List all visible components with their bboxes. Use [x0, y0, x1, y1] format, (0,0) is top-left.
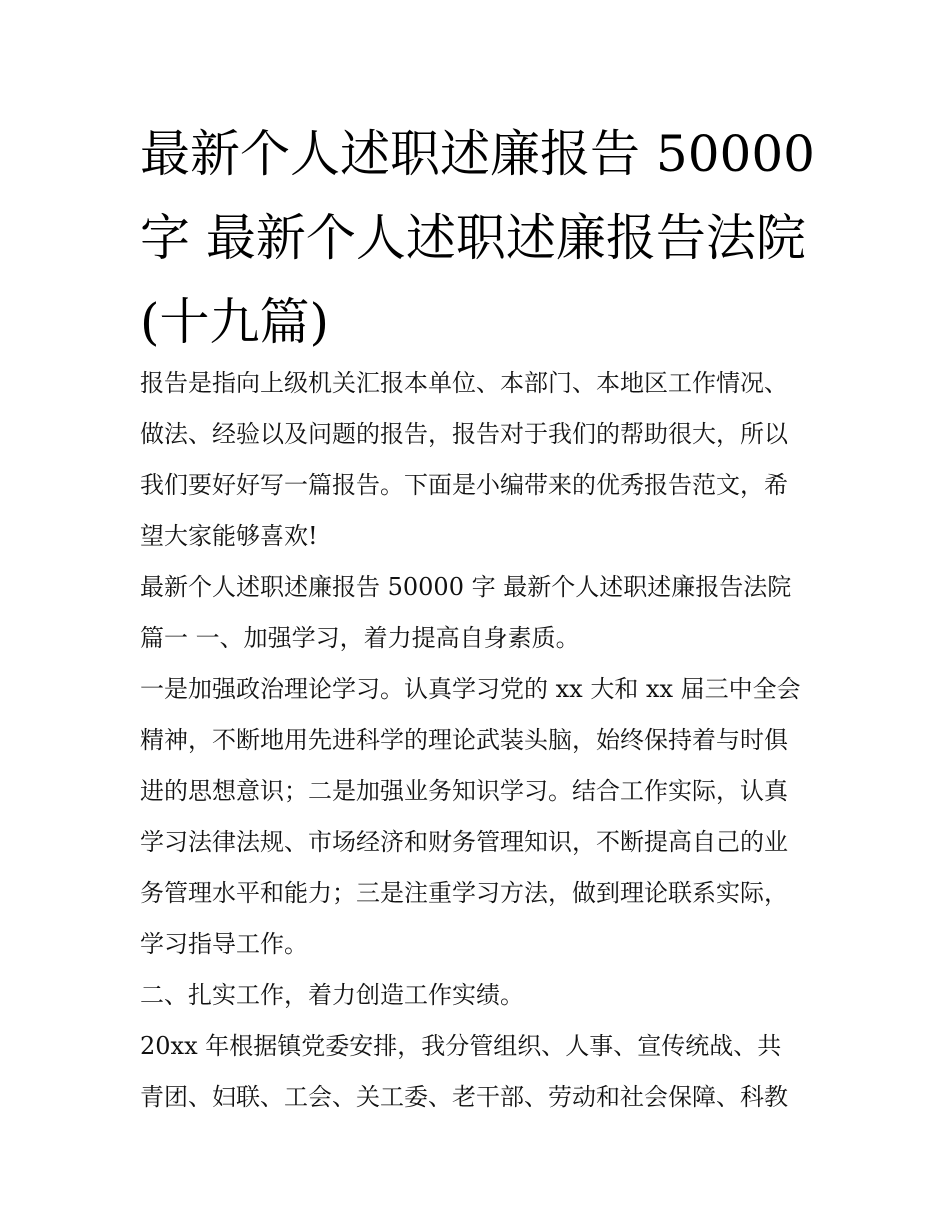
- body-line: 精神，不断地用先进科学的理论武装头脑，始终保持着与时俱: [140, 726, 788, 754]
- body-line: 学习指导工作。: [140, 930, 308, 958]
- title-line-3: (十九篇): [140, 293, 330, 351]
- body-line: 青团、妇联、工会、关工委、老干部、劳动和社会保障、科教: [140, 1083, 788, 1111]
- body-line: 做法、经验以及问题的报告，报告对于我们的帮助很大，所以: [140, 420, 788, 448]
- body-line: 我们要好好写一篇报告。下面是小编带来的优秀报告范文，希: [140, 471, 788, 499]
- body-line: 学习法律法规、市场经济和财务管理知识，不断提高自己的业: [140, 828, 788, 856]
- body-line: 20xx 年根据镇党委安排，我分管组织、人事、宣传统战、共: [140, 1032, 782, 1060]
- body-line: 报告是指向上级机关汇报本单位、本部门、本地区工作情况、: [140, 369, 788, 397]
- body-line: 最新个人述职述廉报告 50000 字 最新个人述职述廉报告法院: [140, 573, 792, 601]
- body-line: 一是加强政治理论学习。认真学习党的 xx 大和 xx 届三中全会: [140, 675, 801, 703]
- body-line: 二、扎实工作，着力创造工作实绩。: [140, 981, 524, 1009]
- body-line: 进的思想意识；二是加强业务知识学习。结合工作实际，认真: [140, 777, 788, 805]
- title-line-1: 最新个人述职述廉报告 50000: [140, 125, 815, 183]
- body-line: 篇一 一、加强学习，着力提高自身素质。: [140, 624, 580, 652]
- body-line: 务管理水平和能力；三是注重学习方法，做到理论联系实际，: [140, 879, 788, 907]
- document-body: [140, 358, 830, 1123]
- document-title: [140, 112, 830, 364]
- title-line-2: 字 最新个人述职述廉报告法院: [140, 209, 806, 267]
- body-line: 望大家能够喜欢!: [140, 522, 318, 550]
